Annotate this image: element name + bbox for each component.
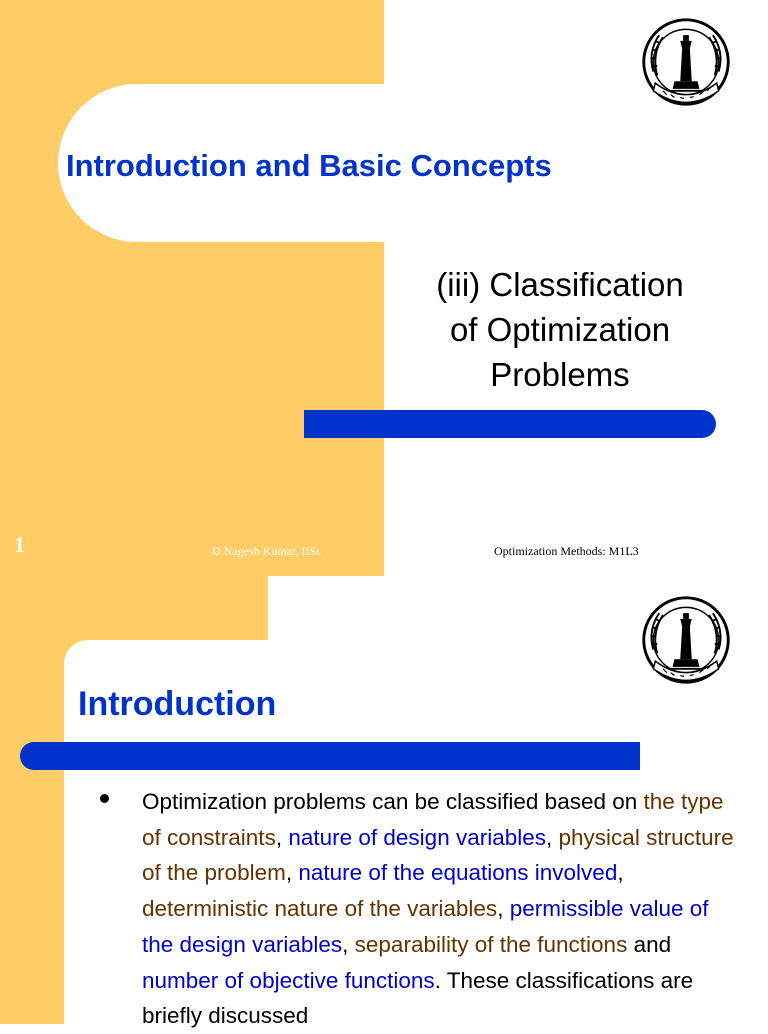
footer-course: Optimization Methods: M1L3 [494,544,639,558]
text-blue: nature of design variables [288,824,547,850]
blue-divider-bar [304,410,716,438]
subtitle-line: (iii) Classification [436,266,684,303]
text-plain: and [627,931,672,957]
text-blue: permissible value of the design variables [142,896,709,957]
iisc-logo-icon [638,592,734,688]
section-title: Introduction [78,685,277,723]
footer-author: D Nagesh Kumar, IISc [212,544,322,558]
blue-divider-bar [20,742,640,770]
text-blue: number of objective functions [142,967,435,993]
text-plain: , [285,860,299,886]
bullet-text [142,784,742,1034]
text-brown: the type of constraints [142,789,724,850]
text-plain: , [546,824,559,850]
text-brown: physical structure of the problem [142,824,734,886]
text-blue: nature of the equations involved [298,860,618,886]
subtitle-line: of Optimization [449,311,671,348]
subtitle-line: Problems [490,356,630,393]
iisc-logo-icon [638,14,734,110]
slide-title: Introduction and Basic Concepts [66,148,552,183]
text-plain: . These classifications are briefly discussed [142,967,694,1029]
text-plain: , [497,896,510,922]
text-plain: Optimization problems can be classified based on [142,789,644,814]
text-plain: , [275,824,289,850]
text-plain: , [617,860,624,886]
slide-subtitle [390,262,730,397]
text-brown: separability of the functions [354,931,628,957]
slide-number: 1 [14,532,25,557]
text-plain: , [342,931,355,957]
text-brown: deterministic nature of the variables [142,896,498,922]
bullet-dot-icon [100,794,109,803]
